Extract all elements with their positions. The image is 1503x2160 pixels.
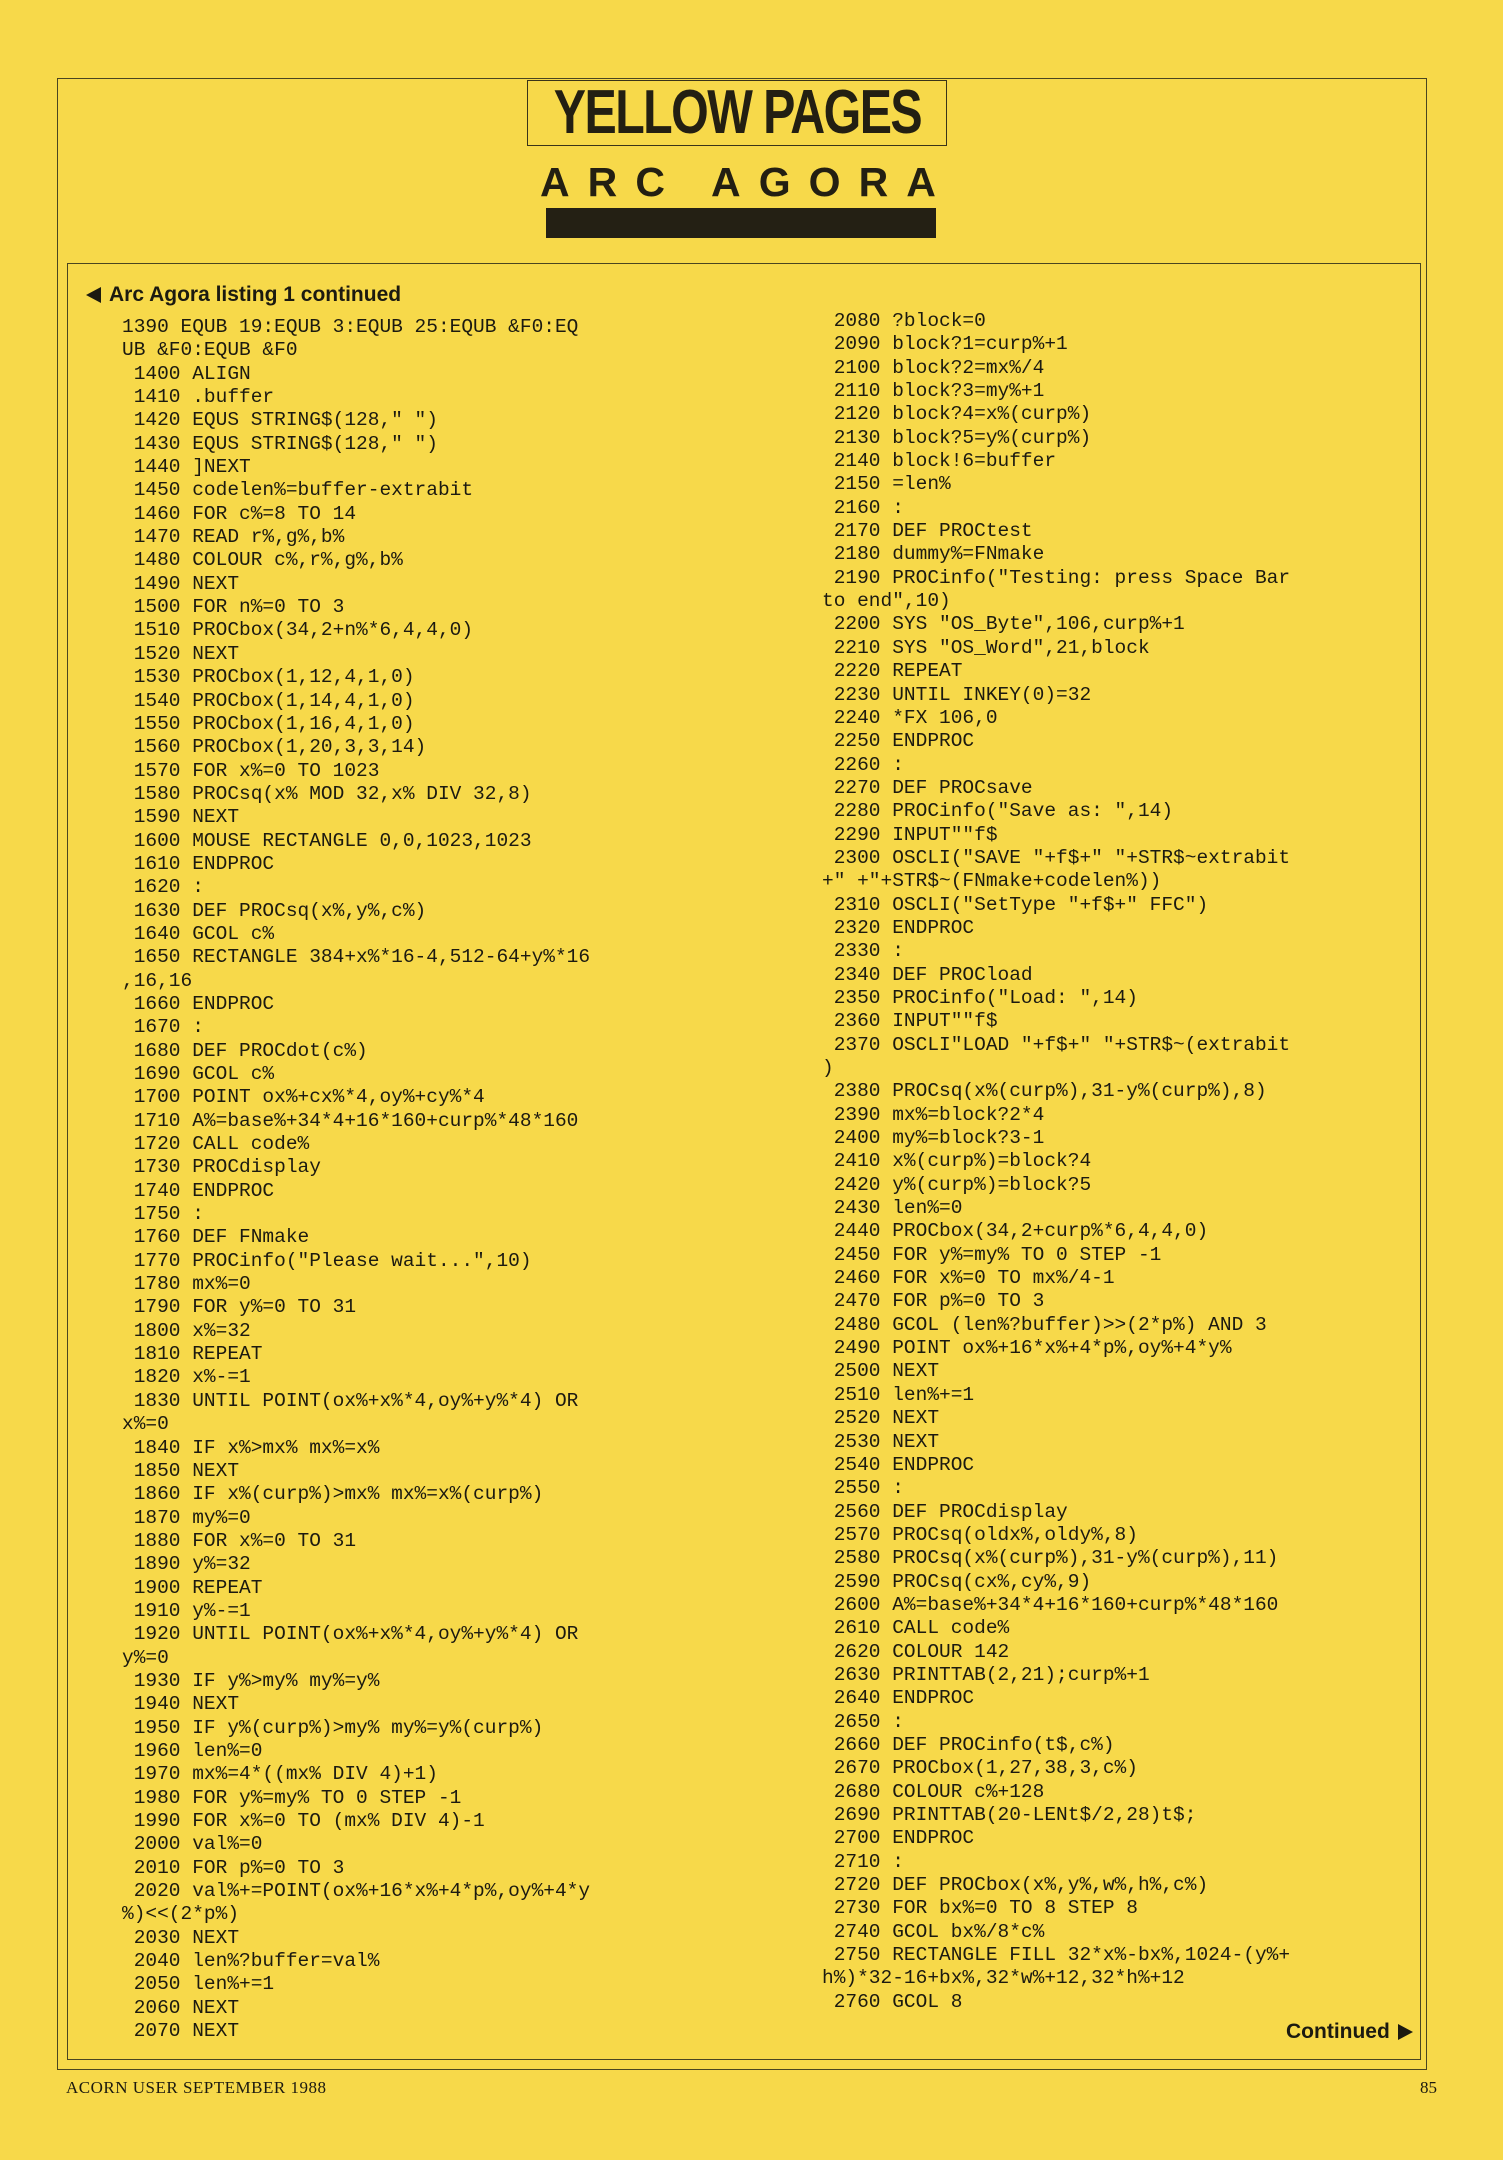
code-line: 2180 dummy%=FNmake bbox=[822, 543, 1045, 566]
listing-right-column bbox=[822, 310, 1290, 2014]
code-line: 1910 y%-=1 bbox=[122, 1599, 251, 1622]
code-line: 2760 GCOL 8 bbox=[822, 1990, 963, 2013]
code-line: 2410 x%(curp%)=block?4 bbox=[822, 1150, 1092, 1173]
code-line: 2120 block?4=x%(curp%) bbox=[822, 403, 1092, 426]
continued-from-label bbox=[86, 283, 401, 307]
code-line: 1870 my%=0 bbox=[122, 1506, 251, 1529]
code-line: 1760 DEF FNmake bbox=[122, 1226, 310, 1249]
code-line: 2470 FOR p%=0 TO 3 bbox=[822, 1290, 1045, 1313]
code-line: 1880 FOR x%=0 TO 31 bbox=[122, 1529, 357, 1552]
code-line: 2730 FOR bx%=0 TO 8 STEP 8 bbox=[822, 1897, 1138, 1920]
code-line: 2740 GCOL bx%/8*c% bbox=[822, 1920, 1045, 1943]
code-line: 2400 my%=block?3-1 bbox=[822, 1127, 1045, 1150]
code-line: 1410 .buffer bbox=[122, 386, 275, 409]
code-line: 2570 PROCsq(oldx%,oldy%,8) bbox=[822, 1523, 1138, 1546]
continued-from-text: Arc Agora listing 1 continued bbox=[109, 283, 402, 306]
code-line: 1500 FOR n%=0 TO 3 bbox=[122, 596, 345, 619]
code-line: 1720 CALL code% bbox=[122, 1133, 310, 1156]
code-line: 2480 GCOL (len%?buffer)>>(2*p%) AND 3 bbox=[822, 1313, 1267, 1336]
code-line: 2560 DEF PROCdisplay bbox=[822, 1500, 1068, 1523]
code-line: 2430 len%=0 bbox=[822, 1197, 963, 1220]
code-line: 2750 RECTANGLE FILL 32*x%-bx%,1024-(y%+ bbox=[822, 1944, 1291, 1967]
code-line: 2060 NEXT bbox=[122, 1996, 240, 2019]
code-line: 2620 COLOUR 142 bbox=[822, 1640, 1010, 1663]
subtitle-letter: G bbox=[758, 159, 791, 205]
code-line: 2550 : bbox=[822, 1477, 904, 1500]
code-line: ) bbox=[822, 1057, 834, 1079]
code-line: 2640 ENDPROC bbox=[822, 1687, 975, 1710]
code-line: 2500 NEXT bbox=[822, 1360, 940, 1383]
title-box bbox=[527, 80, 947, 146]
code-line: 2580 PROCsq(x%(curp%),31-y%(curp%),11) bbox=[822, 1547, 1279, 1570]
code-line: 2670 PROCbox(1,27,38,3,c%) bbox=[822, 1757, 1138, 1780]
code-line: 2350 PROCinfo("Load: ",14) bbox=[822, 986, 1138, 1009]
code-line: 2100 block?2=mx%/4 bbox=[822, 356, 1045, 379]
code-line: 1810 REPEAT bbox=[122, 1343, 263, 1366]
code-line: 2440 PROCbox(34,2+curp%*6,4,4,0) bbox=[822, 1220, 1209, 1243]
code-line: %)<<(2*p%) bbox=[122, 1903, 240, 1926]
code-line: 1850 NEXT bbox=[122, 1459, 240, 1482]
code-line: 2290 INPUT""f$ bbox=[822, 823, 998, 846]
code-line: 1790 FOR y%=0 TO 31 bbox=[122, 1296, 357, 1319]
code-line: 1470 READ r%,g%,b% bbox=[122, 526, 345, 549]
code-line: 1400 ALIGN bbox=[122, 362, 251, 385]
code-line: 2540 ENDPROC bbox=[822, 1453, 975, 1476]
code-line: 2170 DEF PROCtest bbox=[822, 520, 1033, 543]
code-line: 2050 len%+=1 bbox=[122, 1973, 275, 1996]
code-line: 1420 EQUS STRING$(128," ") bbox=[122, 409, 438, 432]
code-line: 2450 FOR y%=my% TO 0 STEP -1 bbox=[822, 1243, 1162, 1266]
subtitle-letter: R bbox=[858, 159, 889, 205]
code-line: 2160 : bbox=[822, 496, 904, 519]
page-title: YELLOW PAGES bbox=[553, 78, 921, 147]
code-line: 1990 FOR x%=0 TO (mx% DIV 4)-1 bbox=[122, 1810, 485, 1832]
code-line: 2530 NEXT bbox=[822, 1430, 940, 1453]
code-line: 2030 NEXT bbox=[122, 1926, 240, 1949]
code-line: 1690 GCOL c% bbox=[122, 1063, 275, 1085]
code-line: 2720 DEF PROCbox(x%,y%,w%,h%,c%) bbox=[822, 1874, 1209, 1897]
code-line: 2190 PROCinfo("Testing: press Space Bar bbox=[822, 566, 1291, 589]
code-line: 2090 block?1=curp%+1 bbox=[822, 333, 1068, 356]
code-line: 2690 PRINTTAB(20-LENt$/2,28)t$; bbox=[822, 1804, 1197, 1826]
code-line: 2710 : bbox=[822, 1850, 904, 1873]
code-line: 2300 OSCLI("SAVE "+f$+" "+STR$~extrabit bbox=[822, 846, 1291, 869]
code-line: 1530 PROCbox(1,12,4,1,0) bbox=[122, 666, 415, 689]
code-line: 2130 block?5=y%(curp%) bbox=[822, 426, 1092, 449]
code-line: 2650 : bbox=[822, 1710, 904, 1733]
subtitle-letter: R bbox=[587, 159, 618, 205]
code-line: 2140 block!6=buffer bbox=[822, 450, 1057, 473]
code-line: 1650 RECTANGLE 384+x%*16-4,512-64+y%*16 bbox=[122, 946, 591, 969]
code-line: 1640 GCOL c% bbox=[122, 922, 275, 945]
code-line: 1770 PROCinfo("Please wait...",10) bbox=[122, 1249, 532, 1272]
left-triangle-icon bbox=[86, 287, 101, 303]
code-line: y%=0 bbox=[122, 1646, 169, 1669]
code-line: 1630 DEF PROCsq(x%,y%,c%) bbox=[122, 899, 427, 922]
code-line: 2220 REPEAT bbox=[822, 660, 963, 683]
code-line: 2590 PROCsq(cx%,cy%,9) bbox=[822, 1570, 1092, 1593]
subtitle-letter: A bbox=[540, 159, 570, 205]
footer-page-number: 85 bbox=[1420, 2078, 1437, 2097]
code-line: 2270 DEF PROCsave bbox=[822, 776, 1033, 799]
code-line: 2340 DEF PROCload bbox=[822, 963, 1033, 986]
continued-to-text: Continued bbox=[1286, 2020, 1390, 2043]
code-line: 1700 POINT ox%+cx%*4,oy%+cy%*4 bbox=[122, 1086, 485, 1109]
code-line: 1860 IF x%(curp%)>mx% mx%=x%(curp%) bbox=[122, 1483, 544, 1506]
code-line: ,16,16 bbox=[122, 969, 193, 992]
code-line: h%)*32-16+bx%,32*w%+12,32*h%+12 bbox=[822, 1967, 1185, 1990]
code-line: x%=0 bbox=[122, 1413, 169, 1436]
code-line: 1930 IF y%>my% my%=y% bbox=[122, 1669, 380, 1692]
code-line: 2150 =len% bbox=[822, 473, 951, 496]
code-line: 1940 NEXT bbox=[122, 1693, 240, 1716]
code-line: 1480 COLOUR c%,r%,g%,b% bbox=[122, 549, 403, 572]
code-line: 1540 PROCbox(1,14,4,1,0) bbox=[122, 689, 415, 712]
code-line: 1490 NEXT bbox=[122, 572, 240, 595]
code-line: 1460 FOR c%=8 TO 14 bbox=[122, 502, 357, 525]
code-line: 1950 IF y%(curp%)>my% my%=y%(curp%) bbox=[122, 1716, 544, 1739]
code-line: 1830 UNTIL POINT(ox%+x%*4,oy%+y%*4) OR bbox=[122, 1389, 579, 1412]
code-line: 1970 mx%=4*((mx% DIV 4)+1) bbox=[122, 1763, 438, 1786]
code-line: 2200 SYS "OS_Byte",106,curp%+1 bbox=[822, 613, 1185, 636]
code-line: 2610 CALL code% bbox=[822, 1617, 1010, 1640]
code-line: 2280 PROCinfo("Save as: ",14) bbox=[822, 800, 1174, 823]
code-line: 2210 SYS "OS_Word",21,block bbox=[822, 636, 1150, 659]
code-line: 1980 FOR y%=my% TO 0 STEP -1 bbox=[122, 1786, 462, 1809]
code-line: 1590 NEXT bbox=[122, 806, 240, 829]
code-line: 1580 PROCsq(x% MOD 32,x% DIV 32,8) bbox=[122, 782, 532, 805]
code-line: 2250 ENDPROC bbox=[822, 730, 975, 753]
code-line: 2680 COLOUR c%+128 bbox=[822, 1780, 1045, 1803]
subtitle-letter: C bbox=[635, 159, 665, 205]
code-line: 1670 : bbox=[122, 1016, 204, 1039]
code-line: 2520 NEXT bbox=[822, 1407, 940, 1430]
code-line: 2420 y%(curp%)=block?5 bbox=[822, 1173, 1092, 1196]
code-line: 2000 val%=0 bbox=[122, 1833, 263, 1856]
code-line: 2260 : bbox=[822, 753, 904, 776]
code-line: 2390 mx%=block?2*4 bbox=[822, 1103, 1045, 1126]
code-line: 2370 OSCLI"LOAD "+f$+" "+STR$~(extrabit bbox=[822, 1033, 1291, 1056]
code-line: 2080 ?block=0 bbox=[822, 310, 986, 332]
code-line: 2510 len%+=1 bbox=[822, 1383, 975, 1406]
subtitle-letter: A bbox=[711, 159, 741, 205]
code-line: 2490 POINT ox%+16*x%+4*p%,oy%+4*y% bbox=[822, 1337, 1232, 1360]
code-line: 1620 : bbox=[122, 876, 204, 899]
code-line: 1430 EQUS STRING$(128," ") bbox=[122, 432, 438, 455]
code-line: 1680 DEF PROCdot(c%) bbox=[122, 1039, 368, 1062]
code-line: 2600 A%=base%+34*4+16*160+curp%*48*160 bbox=[822, 1593, 1279, 1616]
title-underline-bar bbox=[546, 208, 936, 238]
code-line: 2110 block?3=my%+1 bbox=[822, 380, 1045, 403]
code-line: 1660 ENDPROC bbox=[122, 992, 275, 1015]
code-line: 2660 DEF PROCinfo(t$,c%) bbox=[822, 1733, 1115, 1756]
code-line: 1440 ]NEXT bbox=[122, 456, 251, 479]
code-line: 1730 PROCdisplay bbox=[122, 1156, 321, 1179]
right-triangle-icon bbox=[1398, 2024, 1413, 2040]
code-line: 2310 OSCLI("SetType "+f$+" FFC") bbox=[822, 893, 1209, 916]
code-line: 2330 : bbox=[822, 940, 904, 963]
code-line: 2460 FOR x%=0 TO mx%/4-1 bbox=[822, 1267, 1115, 1290]
code-line: 1520 NEXT bbox=[122, 642, 240, 665]
code-line: 1900 REPEAT bbox=[122, 1576, 263, 1599]
code-line: 1890 y%=32 bbox=[122, 1553, 251, 1576]
code-line: to end",10) bbox=[822, 590, 951, 613]
code-line: 1840 IF x%>mx% mx%=x% bbox=[122, 1436, 380, 1459]
code-line: 1600 MOUSE RECTANGLE 0,0,1023,1023 bbox=[122, 829, 532, 852]
code-line: 2320 ENDPROC bbox=[822, 916, 975, 939]
code-line: 1550 PROCbox(1,16,4,1,0) bbox=[122, 712, 415, 735]
code-line: 1510 PROCbox(34,2+n%*6,4,4,0) bbox=[122, 619, 474, 642]
code-line: 1780 mx%=0 bbox=[122, 1273, 251, 1296]
code-line: 1390 EQUB 19:EQUB 3:EQUB 25:EQUB &F0:EQ bbox=[122, 316, 579, 338]
footer-publication: ACORN USER SEPTEMBER 1988 bbox=[66, 2078, 327, 2097]
subtitle-letter: A bbox=[906, 159, 936, 205]
continued-to-label bbox=[1286, 2020, 1413, 2044]
section-subtitle bbox=[540, 159, 936, 205]
code-line: 2010 FOR p%=0 TO 3 bbox=[122, 1856, 345, 1879]
subtitle-letter: O bbox=[808, 159, 841, 205]
code-line: 2700 ENDPROC bbox=[822, 1827, 975, 1850]
code-line: 1710 A%=base%+34*4+16*160+curp%*48*160 bbox=[122, 1109, 579, 1132]
code-line: 1820 x%-=1 bbox=[122, 1366, 251, 1389]
code-line: 1450 codelen%=buffer-extrabit bbox=[122, 479, 474, 502]
code-line: 2040 len%?buffer=val% bbox=[122, 1950, 380, 1973]
code-line: 1570 FOR x%=0 TO 1023 bbox=[122, 759, 380, 782]
code-line: 1960 len%=0 bbox=[122, 1739, 263, 1762]
code-line: 1800 x%=32 bbox=[122, 1319, 251, 1342]
code-line: 1750 : bbox=[122, 1203, 204, 1226]
code-line: 2240 *FX 106,0 bbox=[822, 706, 998, 729]
code-line: 1560 PROCbox(1,20,3,3,14) bbox=[122, 736, 427, 759]
code-line: +" +"+STR$~(FNmake+codelen%)) bbox=[822, 870, 1162, 893]
code-line: 2020 val%+=POINT(ox%+16*x%+4*p%,oy%+4*y bbox=[122, 1880, 591, 1903]
code-line: 2380 PROCsq(x%(curp%),31-y%(curp%),8) bbox=[822, 1080, 1267, 1103]
code-line: 1610 ENDPROC bbox=[122, 852, 275, 875]
code-line: 1740 ENDPROC bbox=[122, 1179, 275, 1202]
code-line: 2070 NEXT bbox=[122, 2020, 240, 2043]
code-line: 2230 UNTIL INKEY(0)=32 bbox=[822, 683, 1092, 706]
code-line: 2360 INPUT""f$ bbox=[822, 1010, 998, 1033]
code-line: 2630 PRINTTAB(2,21);curp%+1 bbox=[822, 1663, 1150, 1686]
code-line: 1920 UNTIL POINT(ox%+x%*4,oy%+y%*4) OR bbox=[122, 1623, 579, 1646]
code-line: UB &F0:EQUB &F0 bbox=[122, 339, 298, 362]
listing-left-column bbox=[122, 316, 590, 2043]
